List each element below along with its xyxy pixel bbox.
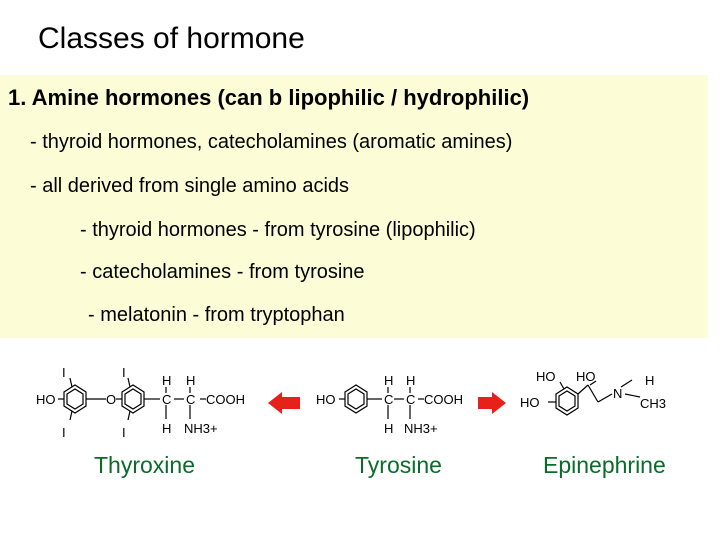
epinephrine-label: HO (536, 369, 556, 384)
thyroxine-label: C (186, 392, 196, 407)
thyroxine-label: O (106, 392, 117, 407)
epinephrine-caption: Epinephrine (543, 452, 666, 478)
tyrosine-caption: Tyrosine (355, 452, 442, 478)
epinephrine-label: N (613, 386, 623, 401)
thyroxine-label: COOH (206, 392, 245, 407)
thyroxine-label: H (162, 421, 172, 436)
arrow-left-icon (268, 392, 300, 414)
bullet-amino-acids: - all derived from single amino acids (30, 175, 350, 197)
bullet-catecholamines: - catecholamines - from tyrosine (80, 261, 365, 283)
thyroxine-label: I (62, 425, 66, 440)
tyrosine-label: H (384, 421, 394, 436)
epinephrine-label: HO (576, 369, 596, 384)
tyrosine-label: C (406, 392, 416, 407)
tyrosine-label: H (406, 373, 416, 388)
epinephrine-label: H (645, 373, 655, 388)
bullet-thyroid: - thyroid hormones - from tyrosine (lipophilic) (80, 219, 476, 241)
thyroxine-label: I (122, 365, 126, 380)
tyrosine-label: C (384, 392, 394, 407)
thyroxine-label: H (186, 373, 196, 388)
tyrosine-label: NH3+ (404, 421, 438, 436)
bullet-aromatic-amines: - thyroid hormones, catecholamines (aromatic amines) (30, 131, 513, 153)
tyrosine-label: HO (316, 392, 336, 407)
arrow-right-icon (478, 392, 506, 414)
tyrosine-label: COOH (424, 392, 463, 407)
thyroxine-label: H (162, 373, 172, 388)
structures-figure (0, 345, 720, 540)
bullet-melatonin: - melatonin - from tryptophan (88, 304, 345, 326)
tyrosine-label: H (384, 373, 394, 388)
epinephrine-label: CH3 (640, 396, 667, 411)
thyroxine-label: C (162, 392, 172, 407)
epinephrine-label: HO (520, 395, 540, 410)
text-panel (0, 75, 708, 338)
thyroxine-label: I (122, 425, 126, 440)
thyroxine-caption: Thyroxine (94, 452, 195, 478)
thyroxine-label: HO (36, 392, 56, 407)
thyroxine-label: I (62, 365, 66, 380)
slide-title: Classes of hormone (38, 22, 305, 55)
thyroxine-label: NH3+ (184, 421, 218, 436)
amine-hormones-heading: 1. Amine hormones (can b lipophilic / hydrophilic) (8, 85, 530, 110)
